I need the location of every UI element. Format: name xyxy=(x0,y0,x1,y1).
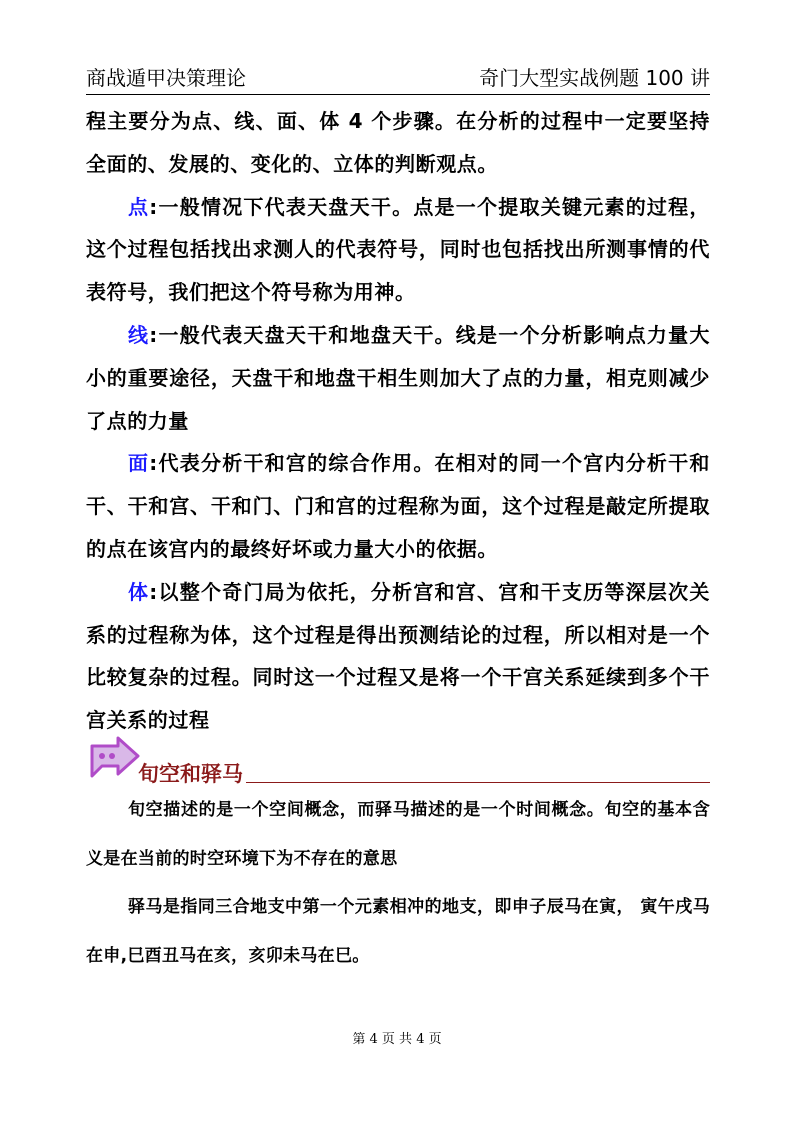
term-line: 线 xyxy=(128,322,150,347)
term-body: 体 xyxy=(128,579,150,604)
header-right-title: 奇门大型实战例题 100 讲 xyxy=(479,66,710,90)
paragraph-line-text: :一般代表天盘天干和地盘天干。线是一个分析影响点力量大小的重要途径，天盘干和地盘干相生则加大了点的力量，相克则减少了点的力量 xyxy=(86,322,710,433)
paragraph-body-text: :以整个奇门局为依托，分析宫和宫、宫和干支历等深层次关系的过程称为体，这个过程是得出预测结论的过程，所以相对是一个比较复杂的过程。同时这一个过程又是将一个干宫关系延续到多个干宫关系的过程 xyxy=(86,579,710,733)
term-plane: 面 xyxy=(128,451,150,476)
paragraph-point xyxy=(86,186,710,314)
main-text xyxy=(86,100,710,742)
paragraph-yima: 驿马是指同三合地支中第一个元素相冲的地支，即申子辰马在寅， 寅午戌马在申,巳酉丑马在亥，亥卯未马在巳。 xyxy=(86,897,710,966)
paragraph-point-text: :一般情况下代表天盘天干。点是一个提取关键元素的过程，这个过程包括找出求测人的代表符号，同时也包括找出所测事情的代表符号，我们把这个符号称为用神。 xyxy=(86,194,710,305)
header-left-title: 商战遁甲决策理论 xyxy=(86,66,246,90)
paragraph-line xyxy=(86,314,710,442)
paragraph-body xyxy=(86,571,710,742)
page-number: 第 4 页 共 4 页 xyxy=(352,1032,442,1047)
paragraph-intro: 程主要分为点、线、面、体 4 个步骤。在分析的过程中一定要坚持全面的、发展的、变化的、立体的判断观点。 xyxy=(86,109,710,176)
term-point: 点 xyxy=(128,194,150,219)
pointing-arrow-icon xyxy=(88,736,140,786)
page-header xyxy=(86,62,710,95)
paragraph-plane xyxy=(86,442,710,570)
section-text xyxy=(86,786,710,980)
paragraph-plane-text: :代表分析干和宫的综合作用。在相对的同一个宫内分析干和干、干和宫、干和门、门和宫的过程称为面，这个过程是敲定所提取的点在该宫内的最终好坏或力量大小的依据。 xyxy=(86,451,710,561)
section-underline xyxy=(246,782,710,783)
paragraph-xunkong: 旬空描述的是一个空间概念，而驿马描述的是一个时间概念。旬空的基本含义是在当前的时空环境下为不存在的意思 xyxy=(86,800,710,869)
section-title: 旬空和驿马 xyxy=(138,762,243,786)
section-heading xyxy=(86,736,710,784)
